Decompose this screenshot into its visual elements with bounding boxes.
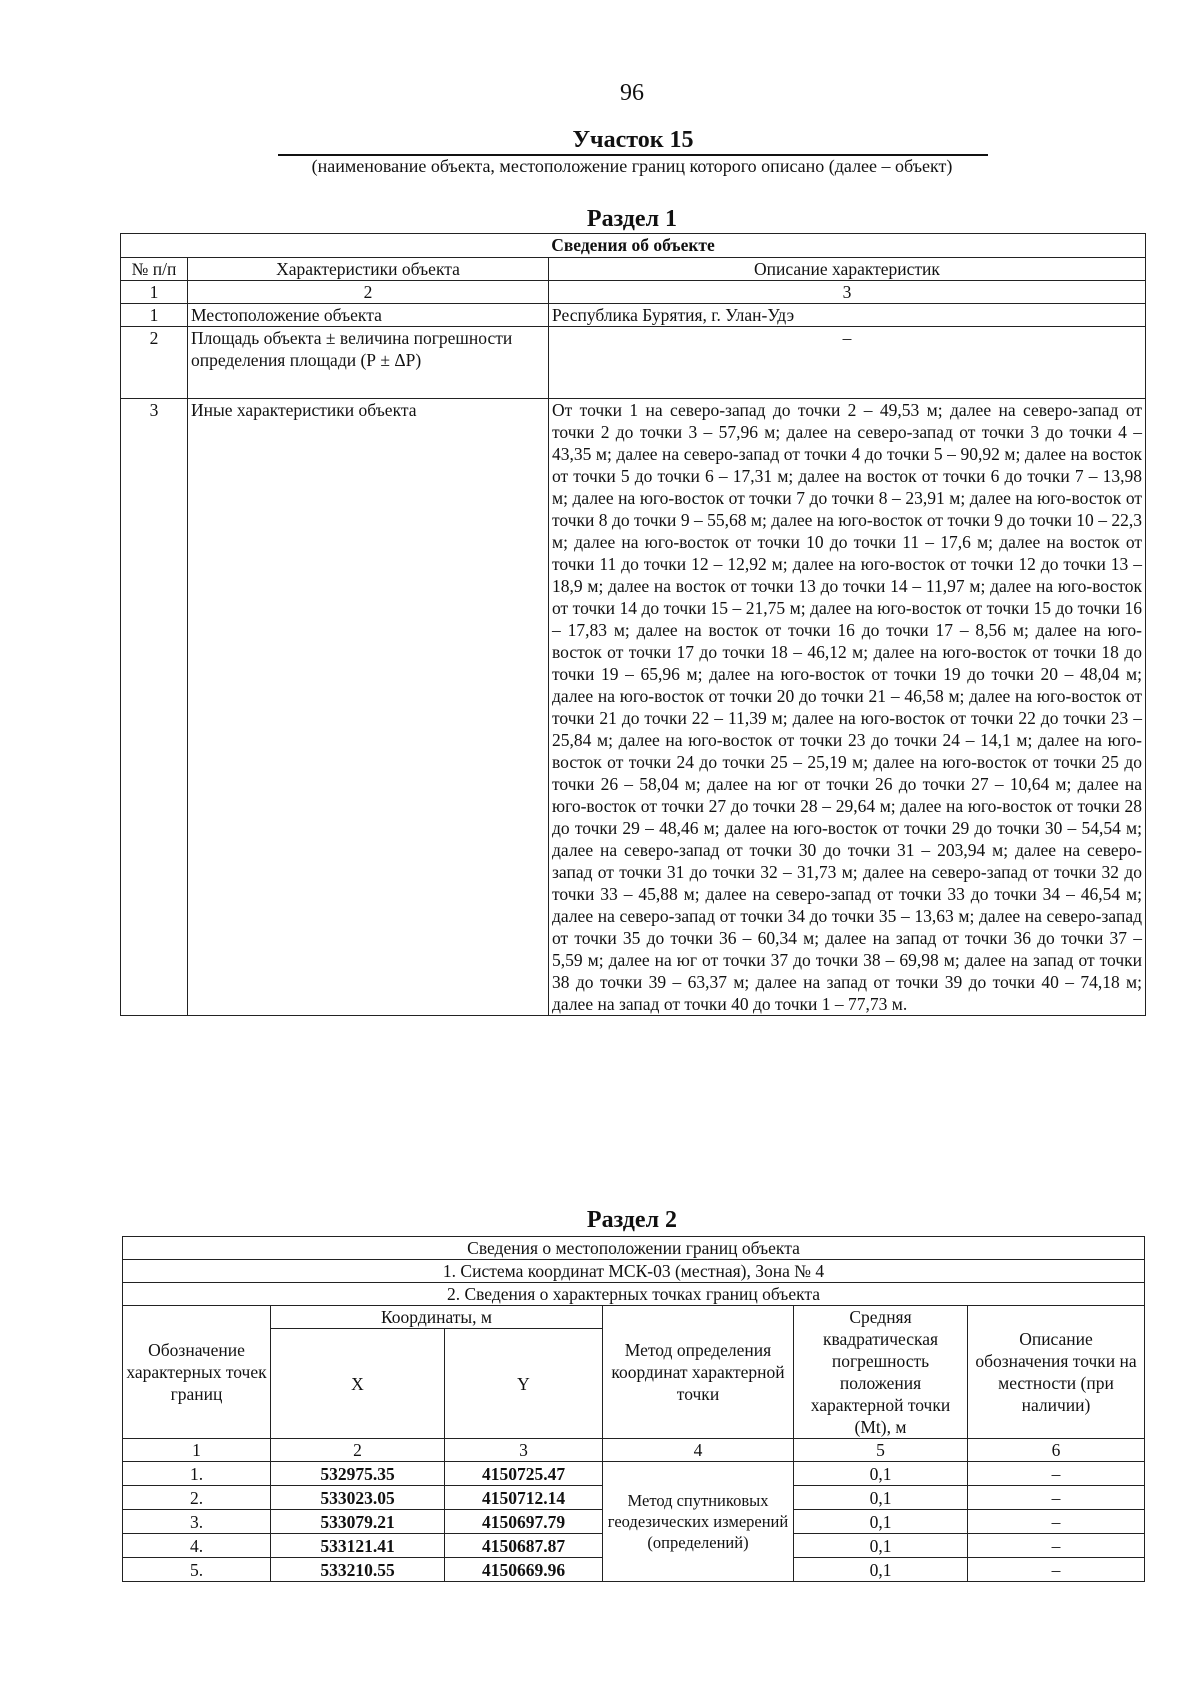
table2-colnum: 5: [794, 1439, 968, 1462]
point-desc: –: [968, 1510, 1145, 1534]
table1-header-characteristic: Характеристики объекта: [188, 258, 549, 281]
point-mt: 0,1: [794, 1486, 968, 1510]
point-id: 2.: [123, 1486, 271, 1510]
plot-caption: (наименование объекта, местоположение границ которого описано (далее – объект): [311, 156, 953, 176]
point-desc: –: [968, 1462, 1145, 1486]
header-coords: Координаты, м: [271, 1306, 603, 1329]
point-id: 3.: [123, 1510, 271, 1534]
table1-colnum: 2: [188, 281, 549, 304]
point-x: 533023.05: [271, 1486, 445, 1510]
point-desc: –: [968, 1486, 1145, 1510]
table1-header-num: № п/п: [121, 258, 188, 281]
section1-title: Раздел 1: [586, 206, 678, 232]
boundary-points-table: [122, 1236, 1145, 1582]
table1-title: Сведения об объекте: [121, 234, 1146, 258]
header-x: X: [271, 1329, 445, 1439]
header-method: Метод определения координат характерной точки: [603, 1306, 794, 1439]
row-characteristic: Площадь объекта ± величина погрешности определения площади (Р ± ΔР): [188, 327, 549, 399]
plot-title-block: [278, 126, 988, 156]
table1-colnum: 1: [121, 281, 188, 304]
point-y: 4150669.96: [445, 1558, 603, 1582]
row-value: Республика Бурятия, г. Улан-Удэ: [549, 304, 1146, 327]
point-y: 4150725.47: [445, 1462, 603, 1486]
table2-colnum: 1: [123, 1439, 271, 1462]
point-id: 4.: [123, 1534, 271, 1558]
point-id: 5.: [123, 1558, 271, 1582]
coord-system: 1. Система координат МСК-03 (местная), Зона № 4: [123, 1260, 1145, 1283]
point-x: 533079.21: [271, 1510, 445, 1534]
header-error: Средняя квадратическая погрешность положения характерной точки (Mt), м: [794, 1306, 968, 1439]
method-cell: Метод спутниковых геодезических измерений (определений): [603, 1462, 794, 1582]
point-y: 4150697.79: [445, 1510, 603, 1534]
table-row: [121, 399, 1146, 1016]
table2-colnum: 2: [271, 1439, 445, 1462]
point-id: 1.: [123, 1462, 271, 1486]
header-description: Описание обозначения точки на местности (при наличии): [968, 1306, 1145, 1439]
header-designation: Обозначение характерных точек границ: [123, 1306, 271, 1439]
point-y: 4150712.14: [445, 1486, 603, 1510]
point-desc: –: [968, 1534, 1145, 1558]
row-characteristic: Иные характеристики объекта: [188, 399, 549, 1016]
table2-colnum: 3: [445, 1439, 603, 1462]
table-row: [121, 327, 1146, 399]
header-y: Y: [445, 1329, 603, 1439]
page-number: 96: [620, 80, 644, 106]
row-value-boundary-description: От точки 1 на северо-запад до точки 2 – 49,53 м; далее на северо-запад от точки 2 до точки 3 – 57,96 м; далее на северо-запад от точки 3 до точки 4 – 43,35 м; далее на северо-запад от точки 4 до точки 5 – 90,92 м; далее на восток от точки 5 до точки 6 – 17,31 м; далее на восток от точки 6 до точки 7 – 13,98 м; далее на юго-восток от точки 7 до точки 8 – 23,91 м; далее на юго-восток от точки 8 до точки 9 – 55,68 м; далее на юго-восток от точки 9 до точки 10 – 22,3 м; далее на юго-восток от точки 10 до точки 11 – 17,6 м; далее на восток от точки 11 до точки 12 – 12,92 м; далее на юго-восток от точки 12 до точки 13 – 18,9 м; далее на восток от точки 13 до точки 14 – 11,97 м; далее на юго-восток от точки 14 до точки 15 – 21,75 м; далее на юго-восток от точки 15 до точки 16 – 17,83 м; далее на восток от точки 16 до точки 17 – 8,56 м; далее на юго-восток от точки 17 до точки 18 – 46,12 м; далее на юго-восток от точки 18 до точки 19 – 65,96 м; далее на юго-восток от точки 19 до точки 20 – 48,04 м; далее на юго-восток от точки 20 до точки 21 – 46,58 м; далее на юго-восток от точки 21 до точки 22 – 11,39 м; далее на юго-восток от точки 22 до точки 23 – 25,84 м; далее на юго-восток от точки 23 до точки 24 – 14,1 м; далее на юго-восток от точки 24 до точки 25 – 25,19 м; далее на юго-восток от точки 25 до точки 26 – 58,04 м; далее на юг от точки 26 до точки 27 – 10,64 м; далее на юго-восток от точки 27 до точки 28 – 29,64 м; далее на юго-восток от точки 28 до точки 29 – 48,46 м; далее на юго-восток от точки 29 до точки 30 – 54,54 м; далее на северо-запад от точки 30 до точки 31 – 203,94 м; далее на северо-запад от точки 31 до точки 32 – 31,73 м; далее на северо-запад от точки 32 до точки 33 – 45,88 м; далее на северо-запад от точки 33 до точки 34 – 46,54 м; далее на северо-запад от точки 34 до точки 35 – 13,63 м; далее на северо-запад от точки 35 до точки 36 – 60,34 м; далее на запад от точки 36 до точки 37 – 5,59 м; далее на юг от точки 37 до точки 38 – 69,98 м; далее на запад от точки 38 до точки 39 – 63,37 м; далее на запад от точки 39 до точки 40 – 74,18 м; далее на запад от точки 40 до точки 1 – 77,73 м.: [549, 399, 1146, 1016]
table-row: [121, 304, 1146, 327]
point-x: 533210.55: [271, 1558, 445, 1582]
point-x: 533121.41: [271, 1534, 445, 1558]
table1-header-description: Описание характеристик: [549, 258, 1146, 281]
point-mt: 0,1: [794, 1534, 968, 1558]
points-title: 2. Сведения о характерных точках границ объекта: [123, 1283, 1145, 1306]
point-mt: 0,1: [794, 1558, 968, 1582]
table2-title: Сведения о местоположении границ объекта: [123, 1237, 1145, 1260]
table2-colnum: 4: [603, 1439, 794, 1462]
point-desc: –: [968, 1558, 1145, 1582]
object-info-table: [120, 233, 1146, 1016]
table-row: [123, 1462, 1145, 1486]
table2-colnum: 6: [968, 1439, 1145, 1462]
row-characteristic: Местоположение объекта: [188, 304, 549, 327]
row-number: 3: [121, 399, 188, 1016]
point-mt: 0,1: [794, 1510, 968, 1534]
table1-colnum: 3: [549, 281, 1146, 304]
row-value: –: [549, 327, 1146, 399]
point-mt: 0,1: [794, 1462, 968, 1486]
plot-title: Участок 15: [278, 126, 988, 156]
point-x: 532975.35: [271, 1462, 445, 1486]
point-y: 4150687.87: [445, 1534, 603, 1558]
row-number: 2: [121, 327, 188, 399]
row-number: 1: [121, 304, 188, 327]
section2-title: Раздел 2: [586, 1207, 678, 1233]
